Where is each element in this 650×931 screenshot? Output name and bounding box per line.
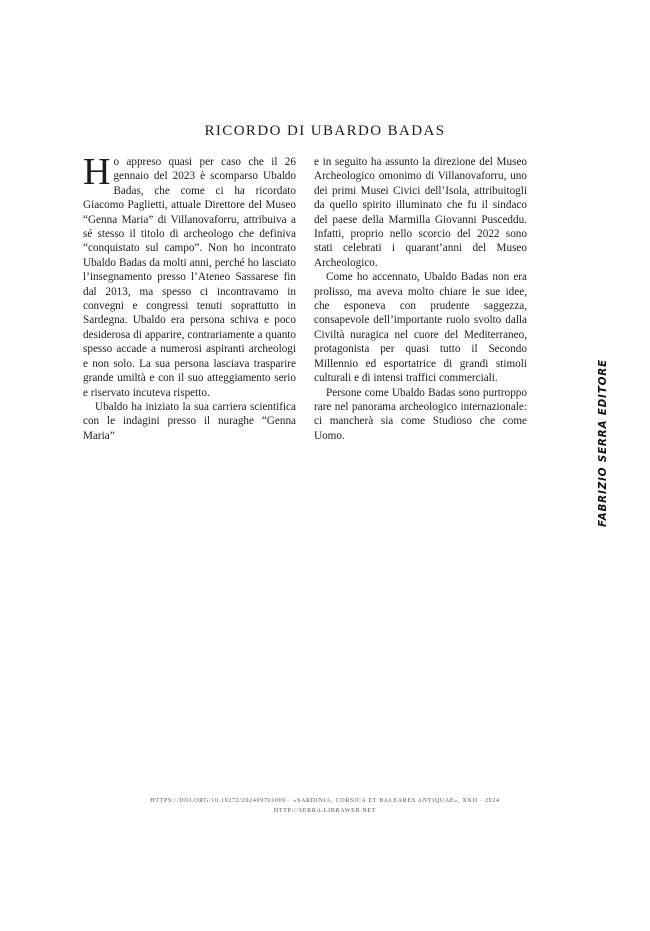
paragraph-text: o appreso quasi per caso che il 26 gennaio del 2023 è scomparso Ubaldo Badas, che come ci ha ricordato Giacomo Paglietti, attuale Direttore del Museo “Genna Maria” di Villanovaforru, attribuiva a sé stesso il titolo di archeologo che definiva “conquistato sul campo”. Non ho incontrato Ubaldo Badas da molti anni, perché ho lasciato l’insegnamento presso l’Ateneo Sassarese fin dal 2013, ma spesso ci incontravamo in convegni e congressi tenuti soprattutto in Sardegna. Ubaldo era persona schiva e poco desiderosa di apparire, contrariamente a quanto spesso accade a numerosi aspiranti archeologi e non solo. La sua persona lasciava trasparire grande umiltà e con il suo atteggiamento serio e riservato incuteva rispetto.	[83, 156, 296, 399]
paragraph: e in seguito ha assunto la direzione del Museo Archeologico omonimo di Villanovaforru, uno dei primi Musei Civici dell’Isola, attribuitogli da quello spirito illuminato che fu il sindaco del paese della Marmilla Giovanni Pusceddu. Infatti, proprio nello scorcio del 2022 sono stati celebrati i quarant’anni del Museo Archeologico.	[314, 156, 527, 269]
footer-doi: HTTPS://DOI.ORG/10.19272/202409701006 · «SARDINIA, CORSICA ET BALEARES ANTIQUAE», XXII · 2024	[150, 798, 500, 804]
copyright-sidebar	[596, 276, 610, 610]
right-column	[314, 155, 527, 443]
article-title: RICORDO DI UBARDO BADAS	[204, 123, 446, 139]
paragraph: Come ho accennato, Ubaldo Badas non era prolisso, ma aveva molto chiare le sue idee, che esponeva con prudente saggezza, consapevole dell’importante ruolo svolto dalla Civiltà nuragica nel cuore del Mediterraneo, protagonista per quasi tutto il Secondo Millennio ed esportatrice di grandi stimoli culturali e di intensi traffici commerciali.	[314, 271, 527, 385]
left-column	[83, 151, 296, 443]
paragraph: Ubaldo ha iniziato la sua carriera scientifica con le indagini presso il nuraghe “Genna Maria”	[83, 400, 296, 442]
drop-cap: H	[83, 151, 111, 193]
copyright-notice: FABRIZIO SERRA EDITORE	[597, 359, 609, 527]
paragraph	[83, 151, 296, 400]
footer-url: HTTP://SERRA.LIBRAWEB.NET	[273, 808, 377, 814]
paragraph: Persone come Ubaldo Badas sono purtroppo rare nel panorama archeologico internazionale: ci mancherà sia come Studioso che come Uomo.	[314, 386, 527, 442]
